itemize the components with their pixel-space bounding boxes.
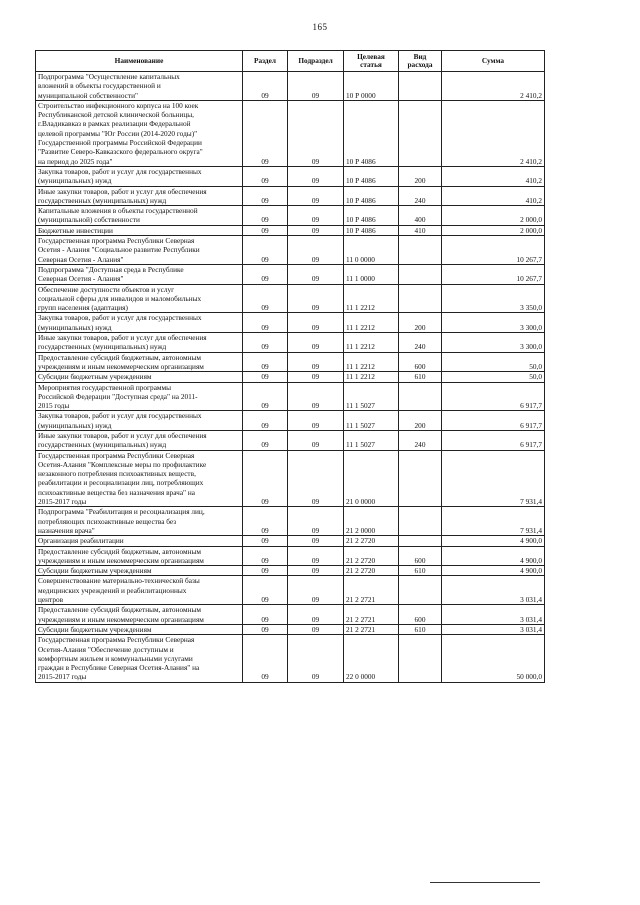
row-name-cell: Бюджетные инвестиции <box>36 225 243 235</box>
row-expense-type-cell: 400 <box>399 206 442 226</box>
row-section-cell: 09 <box>243 352 288 372</box>
row-subsection-cell: 09 <box>288 333 344 353</box>
row-target-cell: 10 Р 4086 <box>344 186 399 206</box>
row-section-cell: 09 <box>243 605 288 625</box>
row-target-cell: 11 1 5027 <box>344 411 399 431</box>
row-name-cell: Обеспечение доступности объектов и услуг социальной сферы для инвалидов и маломобильных групп населения (адаптация) <box>36 284 243 313</box>
row-section-cell: 09 <box>243 635 288 682</box>
row-expense-type-cell: 200 <box>399 166 442 186</box>
row-section-cell: 09 <box>243 100 288 166</box>
row-subsection-cell: 09 <box>288 605 344 625</box>
table-row <box>36 236 545 265</box>
row-subsection-cell: 09 <box>288 72 344 101</box>
table-row <box>36 264 545 284</box>
row-expense-type-cell: 200 <box>399 313 442 333</box>
row-expense-type-cell <box>399 536 442 546</box>
row-subsection-cell: 09 <box>288 236 344 265</box>
row-subsection-cell: 09 <box>288 100 344 166</box>
page-number: 165 <box>312 22 328 32</box>
row-target-cell: 11 1 2212 <box>344 352 399 372</box>
row-amount-cell: 7 931,4 <box>442 450 545 507</box>
row-target-cell: 11 1 5027 <box>344 382 399 411</box>
row-name-cell: Предоставление субсидий бюджетным, автономным учреждениям и иным некоммерческим организациям <box>36 605 243 625</box>
row-expense-type-cell <box>399 635 442 682</box>
row-name-cell: Иные закупки товаров, работ и услуг для обеспечения государственных (муниципальных) нужд <box>36 333 243 353</box>
row-target-cell: 21 2 2720 <box>344 546 399 566</box>
row-subsection-cell: 09 <box>288 450 344 507</box>
row-subsection-cell: 09 <box>288 372 344 382</box>
row-name-cell: Иные закупки товаров, работ и услуг для обеспечения государственных (муниципальных) нужд <box>36 430 243 450</box>
row-expense-type-cell <box>399 236 442 265</box>
table-row <box>36 566 545 576</box>
row-expense-type-cell: 240 <box>399 430 442 450</box>
row-amount-cell: 3 031,4 <box>442 605 545 625</box>
table-row <box>36 72 545 101</box>
row-target-cell: 10 Р 4086 <box>344 225 399 235</box>
row-section-cell: 09 <box>243 206 288 226</box>
row-name-cell: Предоставление субсидий бюджетным, автономным учреждениям и иным некоммерческим организациям <box>36 546 243 566</box>
row-name-cell: Государственная программа Республики Северная Осетия-Алания "Комплексные меры по профилактике незаконного потребления психоактивных веществ, реабилитации и ресоциализации лиц, потребляющих психоактивные вещества без назначения врача" на 2015-2017 годы <box>36 450 243 507</box>
row-subsection-cell: 09 <box>288 546 344 566</box>
row-name-cell: Субсидии бюджетным учреждениям <box>36 372 243 382</box>
table-row <box>36 450 545 507</box>
row-section-cell: 09 <box>243 566 288 576</box>
header-expense-type: Вид расхода <box>399 51 442 72</box>
row-name-cell: Подпрограмма "Осуществление капитальных вложений в объекты государственной и муниципальной собственности" <box>36 72 243 101</box>
row-section-cell: 09 <box>243 624 288 634</box>
row-expense-type-cell: 240 <box>399 186 442 206</box>
row-subsection-cell: 09 <box>288 411 344 431</box>
row-target-cell: 21 2 2720 <box>344 566 399 576</box>
row-target-cell: 11 1 2212 <box>344 284 399 313</box>
row-expense-type-cell <box>399 264 442 284</box>
table-row <box>36 333 545 353</box>
row-amount-cell: 2 000,0 <box>442 206 545 226</box>
row-subsection-cell: 09 <box>288 507 344 536</box>
row-target-cell: 10 Р 4086 <box>344 166 399 186</box>
row-name-cell: Организация реабилитации <box>36 536 243 546</box>
row-section-cell: 09 <box>243 72 288 101</box>
row-section-cell: 09 <box>243 236 288 265</box>
row-section-cell: 09 <box>243 372 288 382</box>
row-target-cell: 11 1 2212 <box>344 313 399 333</box>
row-section-cell: 09 <box>243 264 288 284</box>
row-subsection-cell: 09 <box>288 186 344 206</box>
row-name-cell: Субсидии бюджетным учреждениям <box>36 624 243 634</box>
row-amount-cell: 3 300,0 <box>442 313 545 333</box>
row-subsection-cell: 09 <box>288 536 344 546</box>
footer-divider <box>430 882 540 883</box>
row-name-cell: Субсидии бюджетным учреждениям <box>36 566 243 576</box>
row-subsection-cell: 09 <box>288 635 344 682</box>
row-name-cell: Закупка товаров, работ и услуг для государственных (муниципальных) нужд <box>36 166 243 186</box>
row-name-cell: Государственная программа Республики Северная Осетия-Алания "Обеспечение доступным и комфортным жильем и коммунальными услугами граждан в Республике Северная Осетия-Алания" на 2015-2017 годы <box>36 635 243 682</box>
row-expense-type-cell <box>399 284 442 313</box>
header-section: Раздел <box>243 51 288 72</box>
row-target-cell: 21 2 2721 <box>344 576 399 605</box>
header-target: Целевая статья <box>344 51 399 72</box>
row-expense-type-cell: 610 <box>399 566 442 576</box>
row-expense-type-cell: 410 <box>399 225 442 235</box>
row-section-cell: 09 <box>243 166 288 186</box>
row-amount-cell: 10 267,7 <box>442 236 545 265</box>
row-name-cell: Предоставление субсидий бюджетным, автономным учреждениям и иным некоммерческим организациям <box>36 352 243 372</box>
row-amount-cell: 2 000,0 <box>442 225 545 235</box>
row-section-cell: 09 <box>243 284 288 313</box>
row-section-cell: 09 <box>243 411 288 431</box>
row-target-cell: 21 2 2721 <box>344 624 399 634</box>
row-section-cell: 09 <box>243 507 288 536</box>
row-target-cell: 11 1 2212 <box>344 333 399 353</box>
row-expense-type-cell <box>399 507 442 536</box>
row-subsection-cell: 09 <box>288 430 344 450</box>
row-section-cell: 09 <box>243 546 288 566</box>
row-section-cell: 09 <box>243 430 288 450</box>
row-subsection-cell: 09 <box>288 566 344 576</box>
row-section-cell: 09 <box>243 313 288 333</box>
row-section-cell: 09 <box>243 576 288 605</box>
row-amount-cell: 4 900,0 <box>442 536 545 546</box>
table-row <box>36 536 545 546</box>
row-expense-type-cell: 600 <box>399 605 442 625</box>
row-subsection-cell: 09 <box>288 284 344 313</box>
table-row <box>36 166 545 186</box>
row-target-cell: 21 2 0000 <box>344 507 399 536</box>
row-expense-type-cell <box>399 576 442 605</box>
table-row <box>36 430 545 450</box>
header-subsection: Подраздел <box>288 51 344 72</box>
row-name-cell: Государственная программа Республики Северная Осетия - Алания "Социальное развитие Республики Северная Осетия - Алания" <box>36 236 243 265</box>
row-amount-cell: 410,2 <box>442 166 545 186</box>
row-expense-type-cell: 600 <box>399 352 442 372</box>
row-expense-type-cell <box>399 72 442 101</box>
row-amount-cell: 50,0 <box>442 372 545 382</box>
row-amount-cell: 10 267,7 <box>442 264 545 284</box>
table-row <box>36 411 545 431</box>
row-target-cell: 10 Р 0000 <box>344 72 399 101</box>
table-header-row <box>36 51 545 72</box>
row-amount-cell: 4 900,0 <box>442 566 545 576</box>
table-row <box>36 382 545 411</box>
table-row <box>36 372 545 382</box>
row-subsection-cell: 09 <box>288 576 344 605</box>
row-subsection-cell: 09 <box>288 264 344 284</box>
row-subsection-cell: 09 <box>288 313 344 333</box>
row-name-cell: Совершенствование материально-технической базы медицинских учреждений и реабилитационных центров <box>36 576 243 605</box>
header-amount: Сумма <box>442 51 545 72</box>
row-section-cell: 09 <box>243 536 288 546</box>
row-amount-cell: 3 031,4 <box>442 576 545 605</box>
row-amount-cell: 50,0 <box>442 352 545 372</box>
row-subsection-cell: 09 <box>288 166 344 186</box>
table-body <box>36 72 545 683</box>
row-amount-cell: 2 410,2 <box>442 72 545 101</box>
table-row <box>36 206 545 226</box>
budget-table <box>35 50 545 683</box>
row-subsection-cell: 09 <box>288 382 344 411</box>
row-amount-cell: 410,2 <box>442 186 545 206</box>
row-name-cell: Закупка товаров, работ и услуг для государственных (муниципальных) нужд <box>36 313 243 333</box>
row-expense-type-cell: 200 <box>399 411 442 431</box>
row-subsection-cell: 09 <box>288 225 344 235</box>
table-row <box>36 313 545 333</box>
row-amount-cell: 6 917,7 <box>442 430 545 450</box>
row-target-cell: 11 1 0000 <box>344 264 399 284</box>
table-row <box>36 352 545 372</box>
table-row <box>36 635 545 682</box>
row-expense-type-cell <box>399 100 442 166</box>
table-row <box>36 284 545 313</box>
row-amount-cell: 50 000,0 <box>442 635 545 682</box>
row-amount-cell: 6 917,7 <box>442 382 545 411</box>
row-target-cell: 11 0 0000 <box>344 236 399 265</box>
row-target-cell: 10 Р 4086 <box>344 100 399 166</box>
row-section-cell: 09 <box>243 382 288 411</box>
row-expense-type-cell <box>399 382 442 411</box>
row-expense-type-cell: 610 <box>399 624 442 634</box>
row-name-cell: Закупка товаров, работ и услуг для государственных (муниципальных) нужд <box>36 411 243 431</box>
row-section-cell: 09 <box>243 225 288 235</box>
row-subsection-cell: 09 <box>288 206 344 226</box>
header-name: Наименование <box>36 51 243 72</box>
row-amount-cell: 3 031,4 <box>442 624 545 634</box>
row-amount-cell: 6 917,7 <box>442 411 545 431</box>
row-amount-cell: 3 350,0 <box>442 284 545 313</box>
row-amount-cell: 7 931,4 <box>442 507 545 536</box>
row-target-cell: 11 1 5027 <box>344 430 399 450</box>
row-name-cell: Подпрограмма "Реабилитация и ресоциализация лиц, потребляющих психоактивные вещества без назначения врача" <box>36 507 243 536</box>
row-name-cell: Иные закупки товаров, работ и услуг для обеспечения государственных (муниципальных) нужд <box>36 186 243 206</box>
row-amount-cell: 3 300,0 <box>442 333 545 353</box>
row-subsection-cell: 09 <box>288 352 344 372</box>
row-subsection-cell: 09 <box>288 624 344 634</box>
row-amount-cell: 2 410,2 <box>442 100 545 166</box>
row-name-cell: Капитальные вложения в объекты государственной (муниципальной) собственности <box>36 206 243 226</box>
row-section-cell: 09 <box>243 333 288 353</box>
row-section-cell: 09 <box>243 450 288 507</box>
row-section-cell: 09 <box>243 186 288 206</box>
row-expense-type-cell: 600 <box>399 546 442 566</box>
row-amount-cell: 4 900,0 <box>442 546 545 566</box>
row-expense-type-cell <box>399 450 442 507</box>
table-row <box>36 186 545 206</box>
row-target-cell: 10 Р 4086 <box>344 206 399 226</box>
row-target-cell: 11 1 2212 <box>344 372 399 382</box>
table-row <box>36 100 545 166</box>
table-row <box>36 576 545 605</box>
row-name-cell: Подпрограмма "Доступная среда в Республике Северная Осетия - Алания" <box>36 264 243 284</box>
row-target-cell: 21 0 0000 <box>344 450 399 507</box>
table-row <box>36 624 545 634</box>
table-row <box>36 225 545 235</box>
row-target-cell: 21 2 2720 <box>344 536 399 546</box>
row-name-cell: Мероприятия государственной программы Российской Федерации "Доступная среда" на 2011- 2015 годы <box>36 382 243 411</box>
row-expense-type-cell: 610 <box>399 372 442 382</box>
row-target-cell: 22 0 0000 <box>344 635 399 682</box>
row-name-cell: Строительство инфекционного корпуса на 100 коек Республиканской детской клинической больницы, г.Владикавказ в рамках реализации Федеральной целевой программы "Юг России (2014-2020 годы)" Государственной программы Российской Федерации "Развитие Северо-Кавказского федерального округа" на период до 2025 года" <box>36 100 243 166</box>
table-row <box>36 605 545 625</box>
row-target-cell: 21 2 2721 <box>344 605 399 625</box>
table-row <box>36 546 545 566</box>
table-row <box>36 507 545 536</box>
row-expense-type-cell: 240 <box>399 333 442 353</box>
